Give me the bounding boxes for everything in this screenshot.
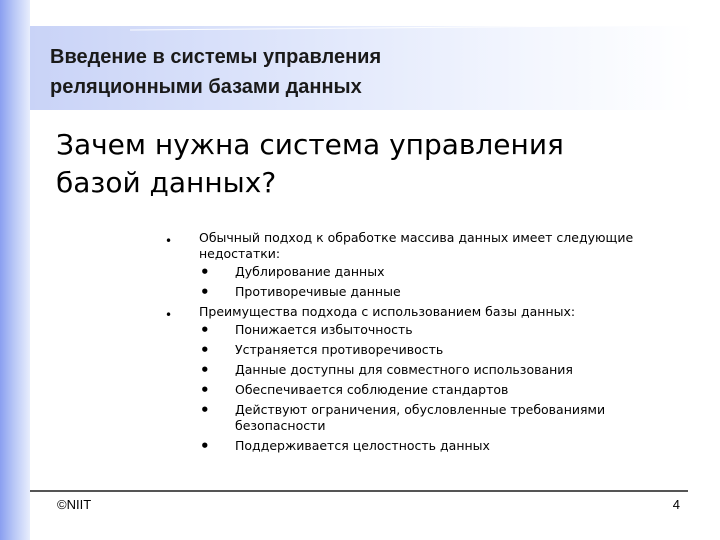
bullet-icon: • [200, 341, 210, 359]
header-title [50, 42, 670, 102]
bullet-text: Обычный подход к обработке массива данных имеет следующие недостатки: [199, 230, 634, 261]
bullet-icon: • [200, 283, 210, 301]
header-title-line-1: Введение в системы управления [50, 46, 382, 68]
sub-bullet-text: Дублирование данных [235, 264, 385, 279]
sub-bullet-text: Данные доступны для совместного использования [235, 362, 573, 377]
sub-bullet-text: Действуют ограничения, обусловленные требованиями безопасности [235, 402, 606, 433]
slide-heading-line-1: Зачем нужна система управления [56, 128, 564, 161]
footer-divider [30, 490, 688, 492]
bullet-icon: • [200, 263, 210, 281]
sub-bullet-item [165, 340, 695, 360]
sub-bullet-text: Обеспечивается соблюдение стандартов [235, 382, 509, 397]
bullet-icon: • [165, 308, 173, 322]
bullet-icon: • [200, 437, 210, 455]
sub-bullet-text: Противоречивые данные [235, 284, 401, 299]
bullet-text: Преимущества подхода с использованием базы данных: [199, 304, 576, 319]
sub-bullet-text: Поддерживается целостность данных [235, 438, 490, 453]
bullet-icon: • [200, 361, 210, 379]
header-title-line-2: реляционными базами данных [50, 76, 362, 98]
sub-bullet-item [165, 380, 695, 400]
bullet-icon: • [165, 234, 173, 248]
sub-bullet-item [165, 282, 695, 302]
bullet-icon: • [200, 321, 210, 339]
slide-heading [56, 126, 696, 202]
page-number: 4 [672, 497, 680, 512]
bullet-icon: • [200, 401, 210, 419]
sub-bullet-item [165, 360, 695, 380]
bullet-list [165, 228, 695, 456]
footer-copyright: ©NIIT [57, 497, 92, 512]
sub-bullet-text: Устраняется противоречивость [235, 342, 444, 357]
slide-heading-line-2: базой данных? [56, 166, 277, 199]
bullet-icon: • [200, 381, 210, 399]
bullet-item [165, 302, 695, 320]
sub-bullet-item [165, 400, 695, 436]
sub-bullet-text: Понижается избыточность [235, 322, 413, 337]
bullet-item [165, 228, 695, 262]
sub-bullet-item [165, 262, 695, 282]
sub-bullet-item [165, 436, 695, 456]
sub-bullet-item [165, 320, 695, 340]
left-decorative-band [0, 0, 30, 540]
